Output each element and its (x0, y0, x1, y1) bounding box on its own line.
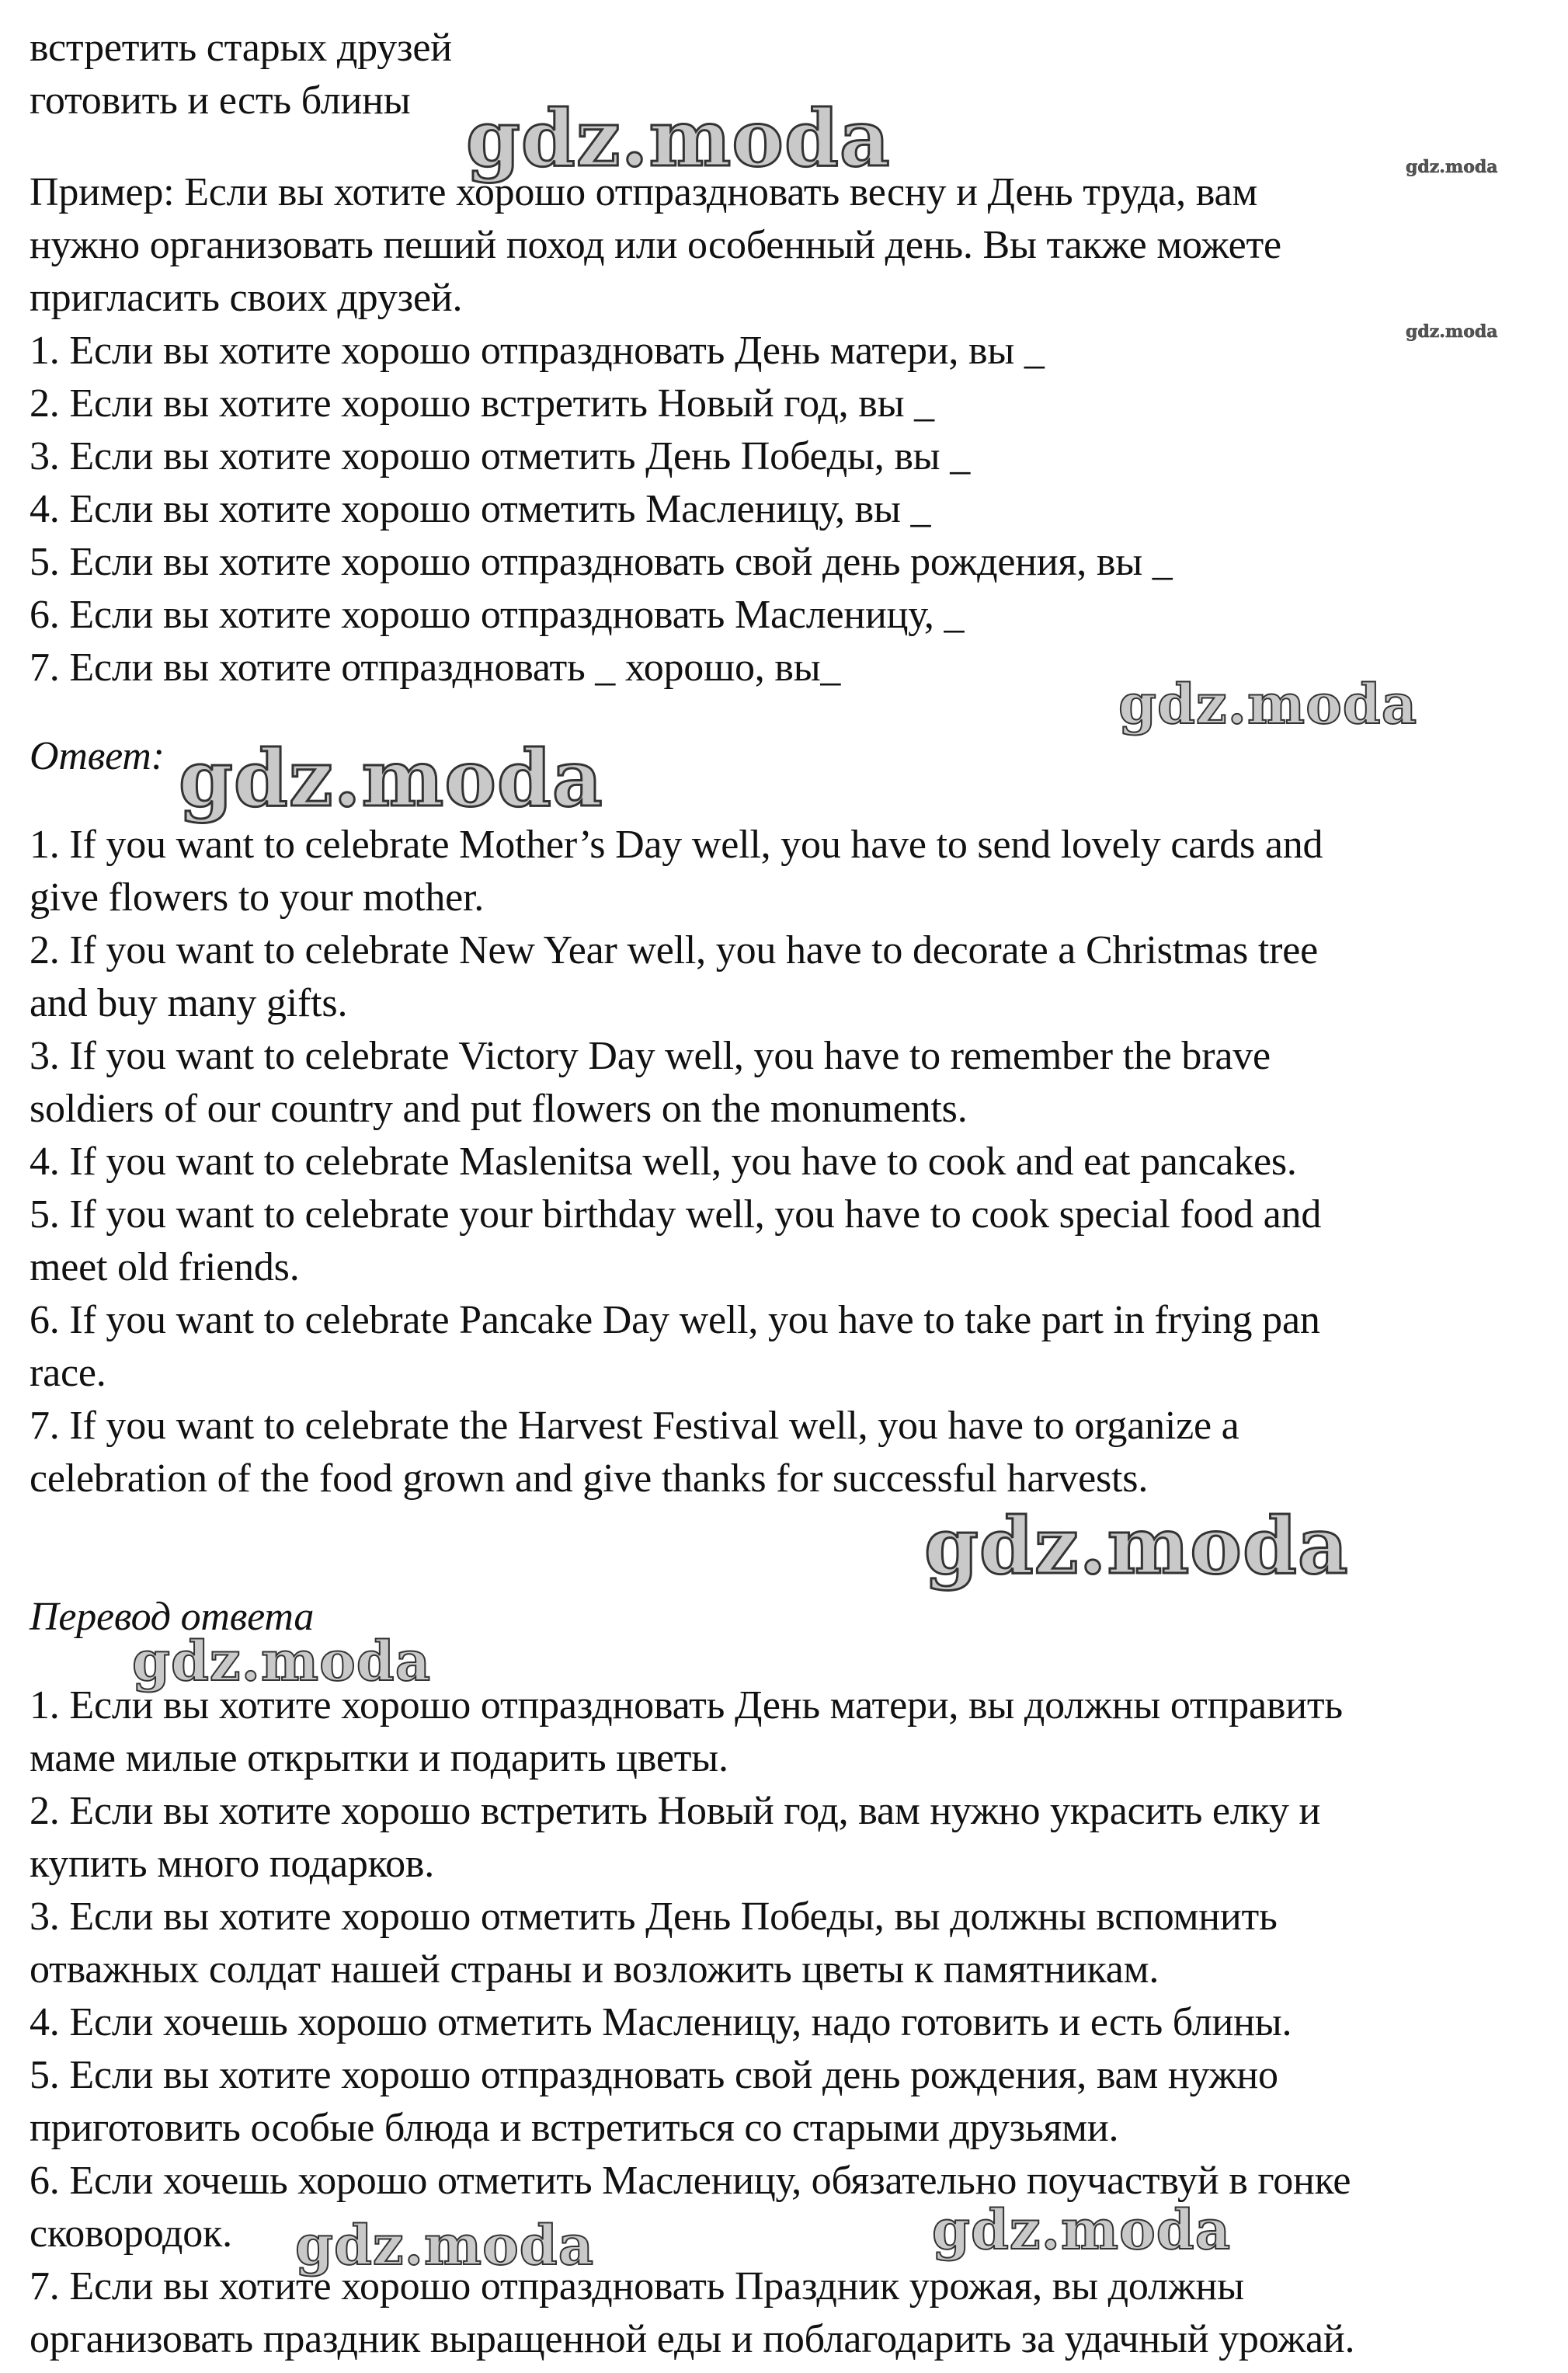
example-line: нужно организовать пеший поход или особенный день. Вы также можете (30, 223, 1281, 267)
answer-line: 6. If you want to celebrate Pancake Day well, you have to take part in frying pan (30, 1298, 1320, 1342)
answer-line: 3. If you want to celebrate Victory Day well, you have to remember the brave (30, 1034, 1271, 1078)
answer-line: 5. If you want to celebrate your birthday well, you have to cook special food and (30, 1192, 1322, 1237)
answer-line: celebration of the food grown and give thanks for successful harvests. (30, 1456, 1149, 1501)
watermark: gdz.moda (932, 2197, 1232, 2262)
translation-line: 5. Если вы хотите хорошо отпраздновать свой день рождения, вам нужно (30, 2053, 1278, 2097)
translation-line: 6. Если хочешь хорошо отметить Масленицу, обязательно поучаствуй в гонке (30, 2159, 1351, 2203)
answer-line: 4. If you want to celebrate Maslenitsa well, you have to cook and eat pancakes. (30, 1140, 1297, 1184)
example-line: пригласить своих друзей. (30, 276, 463, 320)
answer-line: race. (30, 1351, 106, 1395)
translation-line: маме милые открытки и подарить цветы. (30, 1736, 728, 1780)
watermark: gdz.moda (1406, 322, 1498, 342)
watermark: gdz.moda (295, 2213, 595, 2277)
task-line: 3. Если вы хотите хорошо отметить День Победы, вы _ (30, 434, 971, 478)
task-line: 7. Если вы хотите отпраздновать _ хорошо, вы_ (30, 645, 841, 690)
translation-line: организовать праздник выращенной еды и поблагодарить за удачный урожай. (30, 2317, 1355, 2361)
task-line: 5. Если вы хотите хорошо отпраздновать свой день рождения, вы _ (30, 540, 1173, 584)
watermark: gdz.moda (179, 732, 603, 824)
task-line: 2. Если вы хотите хорошо встретить Новый год, вы _ (30, 381, 934, 426)
translation-line: 4. Если хочешь хорошо отметить Масленицу, надо готовить и есть блины. (30, 2000, 1292, 2044)
task-line: 6. Если вы хотите хорошо отпраздновать Масленицу, _ (30, 593, 965, 637)
translation-heading: Перевод ответа (30, 1595, 315, 1639)
translation-line: 3. Если вы хотите хорошо отметить День Победы, вы должны вспомнить (30, 1895, 1278, 1939)
text-line: готовить и есть блины (30, 78, 411, 123)
translation-line: приготовить особые блюда и встретиться со старыми друзьями. (30, 2106, 1119, 2150)
example-line: Пример: Если вы хотите хорошо отпраздновать весну и День труда, вам (30, 170, 1258, 214)
answer-heading: Ответ: (30, 734, 165, 778)
watermark: gdz.moda (132, 1629, 432, 1693)
translation-line: 2. Если вы хотите хорошо встретить Новый год, вам нужно украсить елку и (30, 1789, 1321, 1833)
text-line: встретить старых друзей (30, 26, 452, 70)
answer-line: 1. If you want to celebrate Mother’s Day well, you have to send lovely cards and (30, 823, 1323, 867)
translation-line: сковородок. (30, 2211, 232, 2256)
watermark: gdz.moda (466, 92, 891, 184)
answer-line: meet old friends. (30, 1245, 300, 1289)
task-line: 1. Если вы хотите хорошо отпраздновать День матери, вы _ (30, 329, 1045, 373)
answer-line: soldiers of our country and put flowers on the monuments. (30, 1087, 968, 1131)
translation-line: купить много подарков. (30, 1842, 435, 1886)
watermark: gdz.moda (924, 1500, 1349, 1592)
translation-line: 1. Если вы хотите хорошо отпраздновать День матери, вы должны отправить (30, 1683, 1343, 1728)
answer-line: give flowers to your mother. (30, 875, 485, 920)
watermark: gdz.moda (1118, 672, 1418, 736)
translation-line: 7. Если вы хотите хорошо отпраздновать Праздник урожая, вы должны (30, 2264, 1244, 2309)
task-line: 4. Если вы хотите хорошо отметить Масленицу, вы _ (30, 487, 931, 531)
answer-line: and buy many gifts. (30, 981, 348, 1025)
answer-line: 2. If you want to celebrate New Year well, you have to decorate a Christmas tree (30, 928, 1318, 973)
answer-line: 7. If you want to celebrate the Harvest Festival well, you have to organize a (30, 1404, 1239, 1448)
translation-line: отважных солдат нашей страны и возложить цветы к памятникам. (30, 1947, 1159, 1992)
watermark: gdz.moda (1406, 157, 1498, 177)
